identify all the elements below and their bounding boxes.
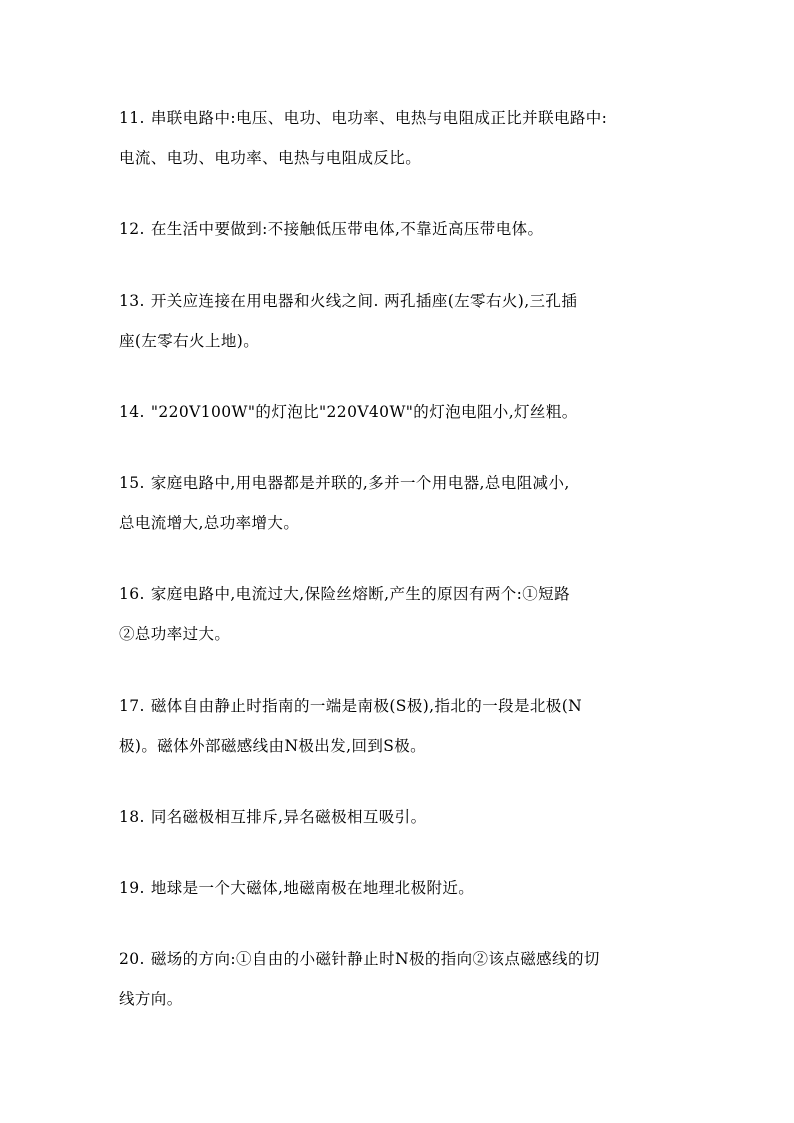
list-item-15 bbox=[119, 463, 699, 543]
item-number: 17. bbox=[119, 697, 145, 715]
list-item-13 bbox=[119, 281, 699, 361]
item-line: 总电流增大,总功率增大。 bbox=[119, 514, 300, 532]
item-line: 电流、电功、电功率、电热与电阻成反比。 bbox=[119, 149, 422, 167]
item-line bbox=[119, 574, 699, 614]
item-line: 座(左零右火上地)。 bbox=[119, 332, 260, 350]
item-number: 13. bbox=[119, 292, 145, 310]
item-line: 线方向。 bbox=[119, 990, 183, 1008]
item-text: 磁体自由静止时指南的一端是南极(S极),指北的一段是北极(N bbox=[150, 697, 583, 715]
item-line bbox=[119, 98, 699, 138]
item-text: 同名磁极相互排斥,异名磁极相互吸引。 bbox=[150, 808, 427, 826]
item-line bbox=[119, 686, 699, 726]
item-number: 15. bbox=[119, 474, 145, 492]
list-item-12 bbox=[119, 209, 699, 249]
item-text: 在生活中要做到:不接触低压带电体,不靠近高压带电体。 bbox=[150, 220, 544, 238]
list-item-16 bbox=[119, 574, 699, 654]
item-line bbox=[119, 868, 699, 908]
list-item-14 bbox=[119, 392, 699, 432]
item-line bbox=[119, 281, 699, 321]
item-number: 20. bbox=[119, 950, 145, 968]
item-text: 家庭电路中,用电器都是并联的,多并一个用电器,总电阻减小, bbox=[150, 474, 570, 492]
item-number: 14. bbox=[119, 403, 145, 421]
item-text: 家庭电路中,电流过大,保险丝熔断,产生的原因有两个:①短路 bbox=[150, 585, 570, 603]
list-item-18 bbox=[119, 797, 699, 837]
item-text: 开关应连接在用电器和火线之间. 两孔插座(左零右火),三孔插 bbox=[150, 292, 578, 310]
item-line bbox=[119, 209, 699, 249]
list-item-17 bbox=[119, 686, 699, 766]
item-number: 18. bbox=[119, 808, 145, 826]
item-line: 极)。磁体外部磁感线由N极出发,回到S极。 bbox=[119, 737, 427, 755]
item-line bbox=[119, 463, 699, 503]
item-text: 串联电路中:电压、电功、电功率、电热与电阻成正比并联电路中: bbox=[150, 109, 608, 127]
item-text: 地球是一个大磁体,地磁南极在地理北极附近。 bbox=[150, 879, 475, 897]
item-number: 12. bbox=[119, 220, 145, 238]
list-item-11 bbox=[119, 98, 699, 178]
item-text: "220V100W"的灯泡比"220V40W"的灯泡电阻小,灯丝粗。 bbox=[150, 403, 578, 421]
list-item-20 bbox=[119, 939, 699, 1019]
item-line bbox=[119, 797, 699, 837]
list-item-19 bbox=[119, 868, 699, 908]
item-number: 16. bbox=[119, 585, 145, 603]
item-line bbox=[119, 392, 699, 432]
item-line bbox=[119, 939, 699, 979]
item-text: 磁场的方向:①自由的小磁针静止时N极的指向②该点磁感线的切 bbox=[150, 950, 600, 968]
item-number: 11. bbox=[119, 109, 145, 127]
item-number: 19. bbox=[119, 879, 145, 897]
item-line: ②总功率过大。 bbox=[119, 625, 231, 643]
